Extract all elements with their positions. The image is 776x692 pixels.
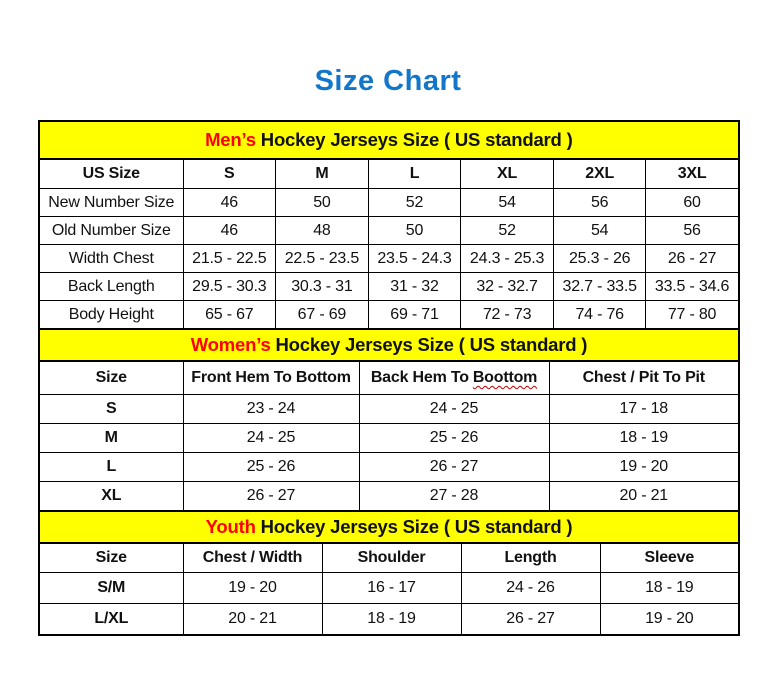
row-label: M xyxy=(39,424,183,453)
youth-banner-text: Hockey Jerseys Size ( US standard ) xyxy=(255,516,573,537)
table-row xyxy=(39,245,739,273)
cell: 52 xyxy=(368,189,461,217)
cell: 26 - 27 xyxy=(359,453,549,482)
cell: 77 - 80 xyxy=(646,301,739,330)
womens-col-size: Size xyxy=(39,361,183,395)
cell: 19 - 20 xyxy=(549,453,739,482)
row-label: Body Height xyxy=(39,301,183,330)
cell: 67 - 69 xyxy=(276,301,369,330)
cell: 25.3 - 26 xyxy=(553,245,646,273)
cell: 48 xyxy=(276,217,369,245)
cell: 27 - 28 xyxy=(359,482,549,512)
youth-size-table xyxy=(38,510,740,636)
cell: 72 - 73 xyxy=(461,301,554,330)
youth-col-shoulder: Shoulder xyxy=(322,543,461,573)
womens-header-row xyxy=(39,361,739,395)
cell: 19 - 20 xyxy=(183,573,322,604)
mens-col-3xl: 3XL xyxy=(646,159,739,189)
cell: 32.7 - 33.5 xyxy=(553,273,646,301)
mens-banner-row xyxy=(39,121,739,159)
cell: 17 - 18 xyxy=(549,395,739,424)
row-label: Old Number Size xyxy=(39,217,183,245)
womens-col-chest: Chest / Pit To Pit xyxy=(549,361,739,395)
cell: 22.5 - 23.5 xyxy=(276,245,369,273)
cell: 20 - 21 xyxy=(549,482,739,512)
cell: 56 xyxy=(553,189,646,217)
row-label: XL xyxy=(39,482,183,512)
cell: 24 - 25 xyxy=(359,395,549,424)
cell: 33.5 - 34.6 xyxy=(646,273,739,301)
mens-size-table xyxy=(38,120,740,330)
cell: 54 xyxy=(461,189,554,217)
row-label: L/XL xyxy=(39,604,183,636)
cell: 24.3 - 25.3 xyxy=(461,245,554,273)
womens-banner-highlight: Women’s xyxy=(190,334,271,355)
row-label: S/M xyxy=(39,573,183,604)
table-row xyxy=(39,217,739,245)
womens-size-table xyxy=(38,328,740,512)
page-title: Size Chart xyxy=(314,65,462,97)
mens-col-xl: XL xyxy=(461,159,554,189)
mens-col-l: L xyxy=(368,159,461,189)
cell: 19 - 20 xyxy=(600,604,739,636)
row-label: Width Chest xyxy=(39,245,183,273)
table-row xyxy=(39,301,739,330)
womens-banner-row xyxy=(39,329,739,361)
womens-col-front-hem: Front Hem To Bottom xyxy=(183,361,359,395)
table-row xyxy=(39,604,739,636)
cell: 24 - 25 xyxy=(183,424,359,453)
cell: 18 - 19 xyxy=(322,604,461,636)
cell: 29.5 - 30.3 xyxy=(183,273,276,301)
cell: 31 - 32 xyxy=(368,273,461,301)
cell: 23.5 - 24.3 xyxy=(368,245,461,273)
table-row xyxy=(39,273,739,301)
cell: 24 - 26 xyxy=(461,573,600,604)
youth-col-chest-width: Chest / Width xyxy=(183,543,322,573)
row-label: New Number Size xyxy=(39,189,183,217)
cell: 30.3 - 31 xyxy=(276,273,369,301)
youth-header-row xyxy=(39,543,739,573)
table-row xyxy=(39,482,739,512)
table-row xyxy=(39,453,739,482)
womens-col-back-hem-text: Back Hem To xyxy=(370,369,469,386)
cell: 18 - 19 xyxy=(549,424,739,453)
youth-banner-highlight: Youth xyxy=(205,516,256,537)
size-chart-tables xyxy=(38,120,738,636)
cell: 25 - 26 xyxy=(183,453,359,482)
mens-col-s: S xyxy=(183,159,276,189)
mens-banner-text: Hockey Jerseys Size ( US standard ) xyxy=(255,129,573,150)
cell: 16 - 17 xyxy=(322,573,461,604)
cell: 26 - 27 xyxy=(183,482,359,512)
mens-header-row xyxy=(39,159,739,189)
cell: 60 xyxy=(646,189,739,217)
mens-col-us-size: US Size xyxy=(39,159,183,189)
table-row xyxy=(39,189,739,217)
cell: 54 xyxy=(553,217,646,245)
row-label: L xyxy=(39,453,183,482)
mens-col-2xl: 2XL xyxy=(553,159,646,189)
cell: 50 xyxy=(276,189,369,217)
row-label: Back Length xyxy=(39,273,183,301)
cell: 50 xyxy=(368,217,461,245)
youth-col-length: Length xyxy=(461,543,600,573)
table-row xyxy=(39,573,739,604)
cell: 52 xyxy=(461,217,554,245)
cell: 18 - 19 xyxy=(600,573,739,604)
cell: 56 xyxy=(646,217,739,245)
row-label: S xyxy=(39,395,183,424)
mens-banner xyxy=(39,121,739,159)
mens-col-m: M xyxy=(276,159,369,189)
cell: 21.5 - 22.5 xyxy=(183,245,276,273)
youth-banner xyxy=(39,511,739,543)
youth-col-sleeve: Sleeve xyxy=(600,543,739,573)
table-row xyxy=(39,395,739,424)
youth-banner-row xyxy=(39,511,739,543)
cell: 26 - 27 xyxy=(646,245,739,273)
cell: 23 - 24 xyxy=(183,395,359,424)
cell: 26 - 27 xyxy=(461,604,600,636)
cell: 46 xyxy=(183,217,276,245)
cell: 32 - 32.7 xyxy=(461,273,554,301)
youth-col-size: Size xyxy=(39,543,183,573)
cell: 20 - 21 xyxy=(183,604,322,636)
cell: 46 xyxy=(183,189,276,217)
cell: 65 - 67 xyxy=(183,301,276,330)
womens-col-back-hem xyxy=(359,361,549,395)
womens-banner xyxy=(39,329,739,361)
table-row xyxy=(39,424,739,453)
cell: 74 - 76 xyxy=(553,301,646,330)
cell: 25 - 26 xyxy=(359,424,549,453)
misspelled-word: Boottom xyxy=(472,369,538,386)
cell: 69 - 71 xyxy=(368,301,461,330)
mens-banner-highlight: Men’s xyxy=(205,129,256,150)
womens-banner-text: Hockey Jerseys Size ( US standard ) xyxy=(270,334,588,355)
